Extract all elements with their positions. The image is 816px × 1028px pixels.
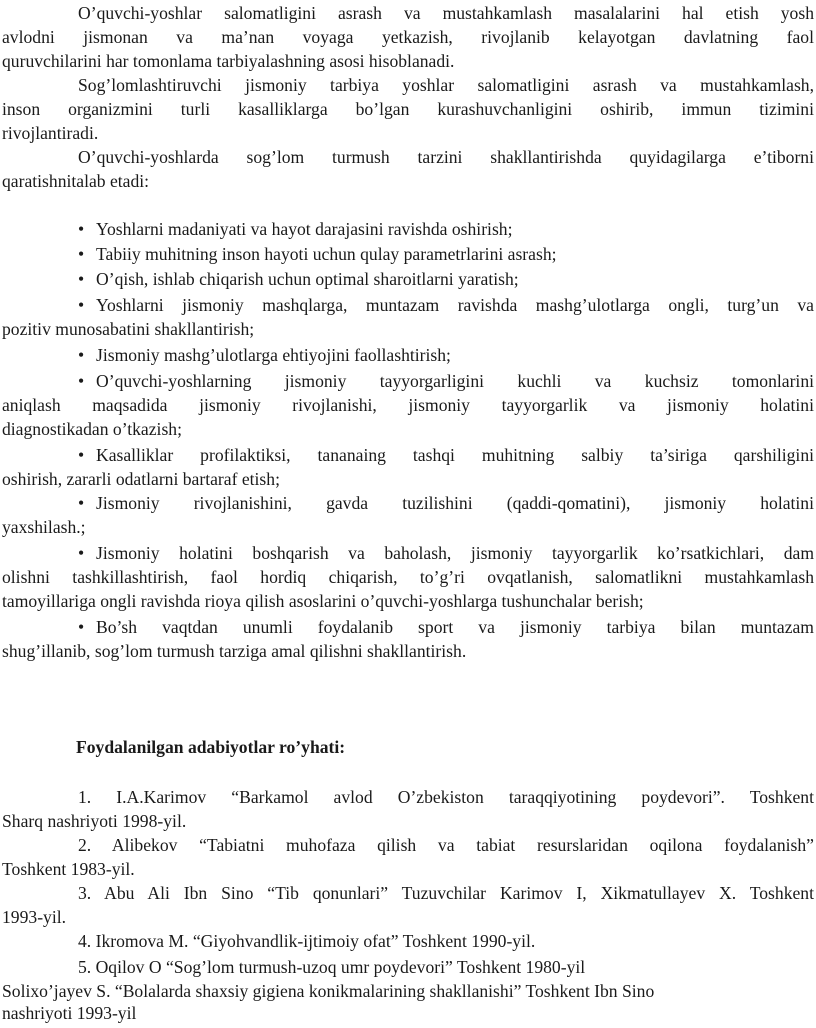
paragraph-1-line-1: O’quvchi-yoshlar salomatligini asrash va mustahkamlash masalalarini hal etish yosh [78,3,814,23]
bullet-text: Jismoniy holatini boshqarish va baholash, jismoniy tayyorgarlik ko’rsatkichlari, dam [96,543,814,563]
reference-4: 4. Ikromova M. “Giyohvandlik-ijtimoiy ofat” Toshkent 1990-yil. [78,931,536,951]
bullet-item-7 [78,444,814,466]
bullet-item-9-cont-2: tamoyillariga ongli ravishda rioya qilish asoslarini o’quvchi-yoshlarga tushunchalar berish; [2,591,644,611]
bullet-text: Jismoniy mashg’ulotlarga ehtiyojini faollashtirish; [96,345,451,365]
bullet-text: Jismoniy rivojlanishini, gavda tuzilishini (qaddi-qomatini), jismoniy holatini [96,493,814,513]
bullet-icon: • [78,617,85,637]
bullet-item-10 [78,616,814,638]
paragraph-3-line-2: qaratishnitalab etadi: [2,171,150,191]
bullet-item-10-cont: shug’illanib, sog’lom turmush tarziga amal qilishni shakllantirish. [2,641,467,661]
reference-5-cont-2: nashriyoti 1993-yil [2,1003,137,1023]
bullet-item-6 [78,370,814,392]
bullet-text: O’qish, ishlab chiqarish uchun optimal sharoitlarni yaratish; [96,269,519,289]
bullet-item-6-cont-2: diagnostikadan o’tkazish; [2,419,182,439]
bullet-icon: • [78,543,85,563]
bullet-text: Kasalliklar profilaktiksi, tananaing tashqi muhitning salbiy ta’siriga qarshiligini [96,445,814,465]
bullet-text: Yoshlarni madaniyati va hayot darajasini ravishda oshirish; [96,219,513,239]
bullet-icon: • [78,345,85,365]
reference-3-cont: 1993-yil. [2,907,67,927]
bullet-icon: • [78,219,85,239]
bullet-item-2 [78,243,816,265]
reference-2-cont: Toshkent 1983-yil. [2,859,135,879]
bullet-text: Bo’sh vaqtdan unumli foydalanib sport va jismoniy tarbiya bilan muntazam [96,617,814,637]
bullet-item-3 [78,268,816,290]
bullet-icon: • [78,244,85,264]
bullet-icon: • [78,445,85,465]
reference-1-cont: Sharq nashriyoti 1998-yil. [2,811,187,831]
reference-5-cont-1: Solixo’jayev S. “Bolalarda shaxsiy gigiena konikmalarining shakllanishi” Toshkent Ibn Sino [2,981,655,1001]
references-heading: Foydalanilgan adabiyotlar ro’yhati: [76,737,346,757]
bullet-item-4-cont: pozitiv munosabatini shakllantirish; [2,319,255,339]
paragraph-2-line-3: rivojlantiradi. [2,123,99,143]
bullet-item-6-cont-1: aniqlash maqsadida jismoniy rivojlanishi, jismoniy tayyorgarlik va jismoniy holatini [2,395,814,415]
paragraph-2-line-2: inson organizmini turli kasalliklarga bo’lgan kurashuvchanligini oshirib, immun tizimini [2,99,814,119]
reference-1: 1. I.A.Karimov “Barkamol avlod O’zbekiston taraqqiyotining poydevori”. Toshkent [78,787,814,807]
reference-2: 2. Alibekov “Tabiatni muhofaza qilish va tabiat resurslaridan oqilona foydalanish” [78,835,814,855]
bullet-icon: • [78,371,85,391]
paragraph-1-line-2: avlodni jismonan va ma’nan voyaga yetkazish, rivojlanib kelayotgan davlatning faol [2,27,814,47]
bullet-icon: • [78,493,85,513]
bullet-text: O’quvchi-yoshlarning jismoniy tayyorgarligini kuchli va kuchsiz tomonlarini [96,371,814,391]
bullet-item-5 [78,344,816,366]
paragraph-3-line-1: O’quvchi-yoshlarda sog’lom turmush tarzini shakllantirishda quyidagilarga e’tiborni [78,147,814,167]
bullet-icon: • [78,295,85,315]
paragraph-1-line-3: quruvchilarini har tomonlama tarbiyalashning asosi hisoblanadi. [2,51,455,71]
reference-5: 5. Oqilov O “Sog’lom turmush-uzoq umr poydevori” Toshkent 1980-yil [78,957,586,977]
bullet-item-1 [78,218,816,240]
bullet-item-8-cont: yaxshilash.; [2,517,86,537]
bullet-item-9-cont-1: olishni tashkillashtirish, faol hordiq chiqarish, to’g’ri ovqatlanish, salomatlikni mustahkamlash [2,567,814,587]
bullet-text: Yoshlarni jismoniy mashqlarga, muntazam ravishda mashg’ulotlarga ongli, turg’un va [96,295,814,315]
bullet-item-8 [78,492,814,514]
bullet-item-7-cont: oshirish, zararli odatlarni bartaraf etish; [2,469,280,489]
paragraph-2-line-1: Sog’lomlashtiruvchi jismoniy tarbiya yoshlar salomatligini asrash va mustahkamlash, [78,75,814,95]
bullet-text: Tabiiy muhitning inson hayoti uchun qulay parametrlarini asrash; [96,244,557,264]
bullet-item-4 [78,294,814,316]
bullet-item-9 [78,542,814,564]
reference-3: 3. Abu Ali Ibn Sino “Tib qonunlari” Tuzuvchilar Karimov I, Xikmatullayev X. Toshkent [78,883,814,903]
bullet-icon: • [78,269,85,289]
